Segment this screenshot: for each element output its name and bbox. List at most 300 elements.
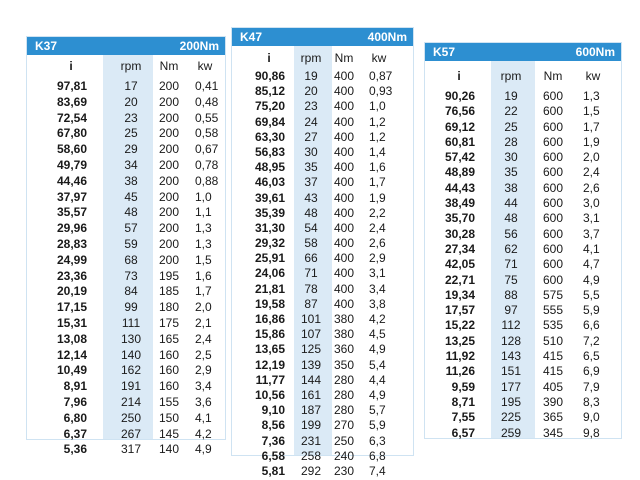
torque-cell: 200 <box>158 252 180 267</box>
power-cell: 1,7 <box>583 119 600 134</box>
power-cell: 4,9 <box>369 342 386 357</box>
torque-cell: 185 <box>158 284 180 299</box>
ratio-cell: 42,05 <box>444 257 475 272</box>
rpm-cell: 35 <box>304 160 318 175</box>
power-cell: 1,5 <box>583 104 600 119</box>
ratio-cell: 7,36 <box>261 433 285 448</box>
rpm-cell: 250 <box>120 410 142 425</box>
table-row <box>27 300 225 316</box>
power-cell: 0,48 <box>195 94 219 109</box>
ratio-cell: 22,71 <box>444 272 475 287</box>
power-cell: 4,2 <box>369 312 386 326</box>
ratio-cell: 76,56 <box>444 104 475 119</box>
rpm-cell: 78 <box>304 281 318 296</box>
torque-cell: 405 <box>542 379 564 394</box>
table-row <box>27 190 225 206</box>
rpm-cell: 195 <box>500 394 522 409</box>
torque-cell: 350 <box>333 357 355 372</box>
power-cell: 5,7 <box>369 403 386 418</box>
power-cell: 4,2 <box>195 426 212 441</box>
torque-cell: 280 <box>333 372 355 387</box>
torque-cell: 200 <box>158 157 180 172</box>
power-cell: 1,2 <box>369 129 386 144</box>
ratio-cell: 38,49 <box>444 196 475 211</box>
table-row <box>27 126 225 142</box>
rpm-cell: 44 <box>504 196 518 211</box>
torque-cell: 600 <box>542 241 564 256</box>
table-row <box>232 312 413 327</box>
torque-cell: 155 <box>158 394 180 409</box>
column-header-kw: kw <box>585 69 601 83</box>
torque-rating: 200Nm <box>179 39 219 53</box>
torque-cell: 400 <box>333 236 355 251</box>
power-cell: 0,58 <box>195 126 219 141</box>
ratio-cell: 97,81 <box>56 79 87 93</box>
ratio-cell: 7,55 <box>451 410 475 425</box>
table-row <box>232 206 413 221</box>
rpm-cell: 30 <box>504 150 518 165</box>
torque-cell: 400 <box>333 84 355 99</box>
table-row <box>425 410 621 425</box>
power-cell: 0,93 <box>369 84 393 99</box>
ratio-cell: 15,22 <box>444 318 475 333</box>
power-cell: 2,0 <box>195 300 212 315</box>
torque-cell: 575 <box>542 287 564 302</box>
table-row <box>27 442 225 458</box>
ratio-cell: 10,56 <box>254 387 285 402</box>
ratio-cell: 10,49 <box>56 363 87 378</box>
ratio-cell: 5,81 <box>261 463 285 478</box>
table-row <box>425 165 621 180</box>
torque-cell: 200 <box>158 79 180 93</box>
table-row <box>232 251 413 266</box>
torque-cell: 600 <box>542 104 564 119</box>
table-row <box>27 395 225 411</box>
ratio-cell: 15,86 <box>254 327 285 342</box>
ratio-cell: 67,80 <box>56 126 87 141</box>
power-cell: 0,41 <box>195 79 219 93</box>
table-row <box>27 237 225 253</box>
table-row <box>425 196 621 211</box>
table-row <box>425 349 621 364</box>
rpm-cell: 125 <box>300 342 322 357</box>
rpm-cell: 111 <box>121 315 141 330</box>
ratio-cell: 24,99 <box>56 252 87 267</box>
rpm-cell: 317 <box>120 442 142 457</box>
ratio-cell: 90,26 <box>444 89 475 103</box>
torque-cell: 600 <box>542 150 564 165</box>
power-cell: 6,6 <box>583 318 600 333</box>
torque-cell: 280 <box>333 403 355 418</box>
torque-cell: 200 <box>158 126 180 141</box>
table-row <box>232 145 413 160</box>
table-row <box>232 403 413 418</box>
torque-cell: 175 <box>158 315 180 330</box>
rpm-cell: 139 <box>300 357 322 372</box>
rpm-cell: 19 <box>504 89 518 103</box>
torque-cell: 600 <box>542 89 564 103</box>
power-cell: 7,9 <box>583 379 600 394</box>
torque-cell: 140 <box>158 442 180 457</box>
torque-cell: 200 <box>158 236 180 251</box>
column-header-nm: Nm <box>334 51 354 65</box>
torque-cell: 400 <box>333 144 355 159</box>
rpm-cell: 151 <box>500 364 522 379</box>
power-cell: 7,2 <box>583 333 600 348</box>
table-body <box>27 79 225 458</box>
ratio-cell: 13,25 <box>444 333 475 348</box>
ratio-cell: 30,28 <box>444 226 475 241</box>
power-cell: 2,6 <box>583 180 600 195</box>
ratio-cell: 39,61 <box>254 190 285 205</box>
torque-cell: 400 <box>333 251 355 266</box>
table-row <box>27 253 225 269</box>
rpm-cell: 23 <box>124 110 138 125</box>
table-row <box>27 348 225 364</box>
power-cell: 1,3 <box>195 221 212 236</box>
rpm-cell: 59 <box>124 236 138 251</box>
table-row <box>27 205 225 221</box>
ratio-cell: 12,14 <box>56 347 87 362</box>
ratio-cell: 48,89 <box>444 165 475 180</box>
power-cell: 2,4 <box>195 331 212 346</box>
table-row <box>27 332 225 348</box>
rpm-cell: 292 <box>300 463 322 478</box>
rpm-cell: 84 <box>124 284 138 299</box>
rpm-cell: 187 <box>300 403 322 418</box>
table-header <box>27 37 225 55</box>
table-row <box>425 334 621 349</box>
ratio-cell: 16,86 <box>254 312 285 326</box>
rpm-cell: 27 <box>304 129 318 144</box>
ratio-cell: 9,10 <box>261 403 285 418</box>
rpm-cell: 88 <box>504 287 518 302</box>
torque-cell: 415 <box>542 364 564 379</box>
torque-cell: 270 <box>333 418 355 433</box>
torque-cell: 380 <box>333 312 355 326</box>
table-row <box>232 388 413 403</box>
ratio-cell: 7,96 <box>63 394 87 409</box>
torque-cell: 600 <box>542 196 564 211</box>
torque-cell: 510 <box>542 333 564 348</box>
rpm-cell: 22 <box>504 104 518 119</box>
rpm-cell: 48 <box>304 205 318 220</box>
table-row <box>232 160 413 175</box>
ratio-cell: 19,58 <box>254 296 285 311</box>
table-k37 <box>26 36 226 457</box>
power-cell: 4,5 <box>369 327 386 342</box>
ratio-cell: 15,31 <box>56 315 87 330</box>
rpm-cell: 71 <box>504 257 518 272</box>
ratio-cell: 63,30 <box>254 129 285 144</box>
table-row <box>232 282 413 297</box>
power-cell: 2,2 <box>369 205 386 220</box>
rpm-cell: 144 <box>300 372 322 387</box>
torque-cell: 240 <box>333 448 355 463</box>
model-name: K37 <box>35 39 58 53</box>
ratio-cell: 44,46 <box>56 173 87 188</box>
table-row <box>27 411 225 427</box>
rpm-cell: 143 <box>500 349 522 364</box>
table-row <box>232 449 413 464</box>
power-cell: 4,9 <box>583 272 600 287</box>
ratio-cell: 58,60 <box>56 142 87 157</box>
rpm-cell: 62 <box>504 241 518 256</box>
table-row <box>27 111 225 127</box>
rpm-cell: 231 <box>300 433 322 448</box>
power-cell: 4,7 <box>583 257 600 272</box>
torque-cell: 250 <box>333 433 355 448</box>
ratio-cell: 31,30 <box>254 220 285 235</box>
torque-cell: 400 <box>333 175 355 190</box>
table-row <box>232 418 413 433</box>
ratio-cell: 8,91 <box>63 379 87 394</box>
ratio-cell: 17,15 <box>56 300 87 315</box>
ratio-cell: 44,43 <box>444 180 475 195</box>
rpm-cell: 37 <box>304 175 318 190</box>
rpm-cell: 34 <box>124 157 138 172</box>
power-cell: 1,9 <box>583 134 600 149</box>
power-cell: 4,9 <box>195 442 212 457</box>
column-header-rpm: rpm <box>500 69 522 83</box>
rpm-cell: 56 <box>504 226 518 241</box>
power-cell: 1,6 <box>369 160 386 175</box>
torque-cell: 400 <box>333 281 355 296</box>
rpm-cell: 17 <box>124 79 138 93</box>
torque-cell: 390 <box>542 394 564 409</box>
table-row <box>425 273 621 288</box>
torque-cell: 400 <box>333 99 355 114</box>
power-cell: 2,9 <box>195 363 212 378</box>
ratio-cell: 35,39 <box>254 205 285 220</box>
ratio-cell: 29,32 <box>254 236 285 251</box>
table-body <box>425 89 621 441</box>
table-row <box>425 426 621 441</box>
column-header-i: i <box>69 59 73 73</box>
power-cell: 1,6 <box>195 268 212 283</box>
torque-cell: 600 <box>542 134 564 149</box>
ratio-cell: 8,71 <box>451 394 475 409</box>
table-body <box>232 69 413 479</box>
power-cell: 5,9 <box>369 418 386 433</box>
power-cell: 4,1 <box>195 410 212 425</box>
power-cell: 0,87 <box>369 69 393 83</box>
torque-cell: 400 <box>333 69 355 83</box>
rpm-cell: 112 <box>501 318 521 333</box>
rpm-cell: 35 <box>504 165 518 180</box>
power-cell: 3,6 <box>195 394 212 409</box>
power-cell: 1,9 <box>369 190 386 205</box>
torque-rating: 600Nm <box>575 45 615 59</box>
ratio-cell: 60,81 <box>444 134 475 149</box>
power-cell: 0,67 <box>195 142 219 157</box>
torque-cell: 555 <box>542 303 564 318</box>
torque-cell: 600 <box>542 180 564 195</box>
power-cell: 5,5 <box>583 287 600 302</box>
torque-cell: 200 <box>158 205 180 220</box>
torque-cell: 345 <box>542 425 564 440</box>
table-row <box>232 115 413 130</box>
table-k47 <box>231 27 414 478</box>
power-cell: 2,0 <box>583 150 600 165</box>
ratio-cell: 90,86 <box>254 69 285 83</box>
rpm-cell: 57 <box>124 221 138 236</box>
table-row <box>232 175 413 190</box>
table-row <box>425 89 621 104</box>
ratio-cell: 25,91 <box>254 251 285 266</box>
power-cell: 0,78 <box>195 157 219 172</box>
torque-cell: 600 <box>542 226 564 241</box>
torque-cell: 365 <box>542 410 564 425</box>
ratio-cell: 37,97 <box>56 189 87 204</box>
rpm-cell: 20 <box>304 84 318 99</box>
rpm-cell: 97 <box>504 303 518 318</box>
ratio-cell: 9,59 <box>451 379 475 394</box>
power-cell: 6,8 <box>369 448 386 463</box>
ratio-cell: 6,57 <box>451 425 475 440</box>
rpm-cell: 177 <box>500 379 522 394</box>
torque-cell: 400 <box>333 160 355 175</box>
rpm-cell: 23 <box>304 99 318 114</box>
table-row <box>232 69 413 84</box>
torque-cell: 400 <box>333 114 355 129</box>
power-cell: 0,55 <box>195 110 219 125</box>
ratio-cell: 85,12 <box>254 84 285 99</box>
power-cell: 1,0 <box>369 99 386 114</box>
table-row <box>425 242 621 257</box>
power-cell: 1,7 <box>195 284 212 299</box>
torque-cell: 200 <box>158 110 180 125</box>
ratio-cell: 24,06 <box>254 266 285 281</box>
table-row <box>232 434 413 449</box>
ratio-cell: 13,08 <box>56 331 87 346</box>
power-cell: 2,9 <box>369 251 386 266</box>
table-row <box>425 227 621 242</box>
rpm-cell: 20 <box>124 94 138 109</box>
rpm-cell: 54 <box>304 220 318 235</box>
power-cell: 4,1 <box>583 241 600 256</box>
column-header-nm: Nm <box>543 69 563 83</box>
power-cell: 1,1 <box>195 205 212 220</box>
table-row <box>425 364 621 379</box>
power-cell: 7,4 <box>369 463 386 478</box>
rpm-cell: 87 <box>304 296 318 311</box>
rpm-cell: 25 <box>504 119 518 134</box>
ratio-cell: 11,26 <box>445 364 475 379</box>
rpm-cell: 130 <box>120 331 142 346</box>
table-row <box>27 158 225 174</box>
rpm-cell: 29 <box>124 142 138 157</box>
power-cell: 0,88 <box>195 173 219 188</box>
rpm-cell: 45 <box>124 189 138 204</box>
column-header-kw: kw <box>371 51 387 65</box>
torque-cell: 600 <box>542 165 564 180</box>
table-row <box>232 221 413 236</box>
torque-cell: 400 <box>333 266 355 281</box>
power-cell: 6,5 <box>583 349 600 364</box>
torque-cell: 600 <box>542 119 564 134</box>
power-cell: 2,6 <box>369 236 386 251</box>
torque-cell: 200 <box>158 189 180 204</box>
table-row <box>425 257 621 272</box>
torque-cell: 160 <box>158 379 180 394</box>
table-row <box>27 379 225 395</box>
rpm-cell: 68 <box>124 252 138 267</box>
rpm-cell: 66 <box>304 251 318 266</box>
torque-cell: 400 <box>333 205 355 220</box>
torque-rating: 400Nm <box>367 30 407 44</box>
table-row <box>425 181 621 196</box>
torque-cell: 230 <box>333 463 355 478</box>
torque-cell: 200 <box>158 142 180 157</box>
torque-cell: 415 <box>542 349 564 364</box>
ratio-cell: 69,84 <box>254 114 285 129</box>
column-header-nm: Nm <box>159 59 179 73</box>
power-cell: 3,4 <box>369 281 386 296</box>
table-row <box>232 464 413 479</box>
table-row <box>232 84 413 99</box>
table-row <box>425 135 621 150</box>
rpm-cell: 225 <box>500 410 522 425</box>
power-cell: 1,4 <box>369 144 386 159</box>
power-cell: 9,8 <box>583 425 600 440</box>
ratio-cell: 27,34 <box>444 241 475 256</box>
ratio-cell: 72,54 <box>56 110 87 125</box>
torque-cell: 600 <box>542 257 564 272</box>
table-header <box>232 28 413 46</box>
model-name: K47 <box>240 30 263 44</box>
rpm-cell: 71 <box>304 266 318 281</box>
power-cell: 5,9 <box>583 303 600 318</box>
ratio-cell: 29,96 <box>56 221 87 236</box>
ratio-cell: 8,56 <box>261 418 285 433</box>
ratio-cell: 48,95 <box>254 160 285 175</box>
rpm-cell: 43 <box>304 190 318 205</box>
power-cell: 3,8 <box>369 296 386 311</box>
rpm-cell: 75 <box>504 272 518 287</box>
table-row <box>425 104 621 119</box>
torque-cell: 600 <box>542 272 564 287</box>
ratio-cell: 46,03 <box>254 175 285 190</box>
torque-cell: 200 <box>158 94 180 109</box>
ratio-cell: 83,69 <box>56 94 87 109</box>
table-row <box>425 303 621 318</box>
torque-cell: 380 <box>333 327 355 342</box>
rpm-cell: 258 <box>300 448 322 463</box>
rpm-cell: 48 <box>124 205 138 220</box>
torque-cell: 145 <box>158 426 180 441</box>
table-row <box>27 142 225 158</box>
rpm-cell: 267 <box>120 426 142 441</box>
ratio-cell: 5,36 <box>63 442 87 457</box>
table-row <box>425 211 621 226</box>
table-row <box>232 327 413 342</box>
torque-cell: 200 <box>158 221 180 236</box>
table-k57 <box>424 42 622 439</box>
table-row <box>27 174 225 190</box>
table-row <box>232 297 413 312</box>
table-row <box>27 316 225 332</box>
table-row <box>425 288 621 303</box>
rpm-cell: 107 <box>300 327 322 342</box>
torque-cell: 600 <box>542 211 564 226</box>
torque-cell: 160 <box>158 347 180 362</box>
power-cell: 3,7 <box>583 226 600 241</box>
torque-cell: 360 <box>333 342 355 357</box>
power-cell: 3,1 <box>369 266 386 281</box>
rpm-cell: 101 <box>300 312 322 326</box>
power-cell: 4,4 <box>369 372 386 387</box>
